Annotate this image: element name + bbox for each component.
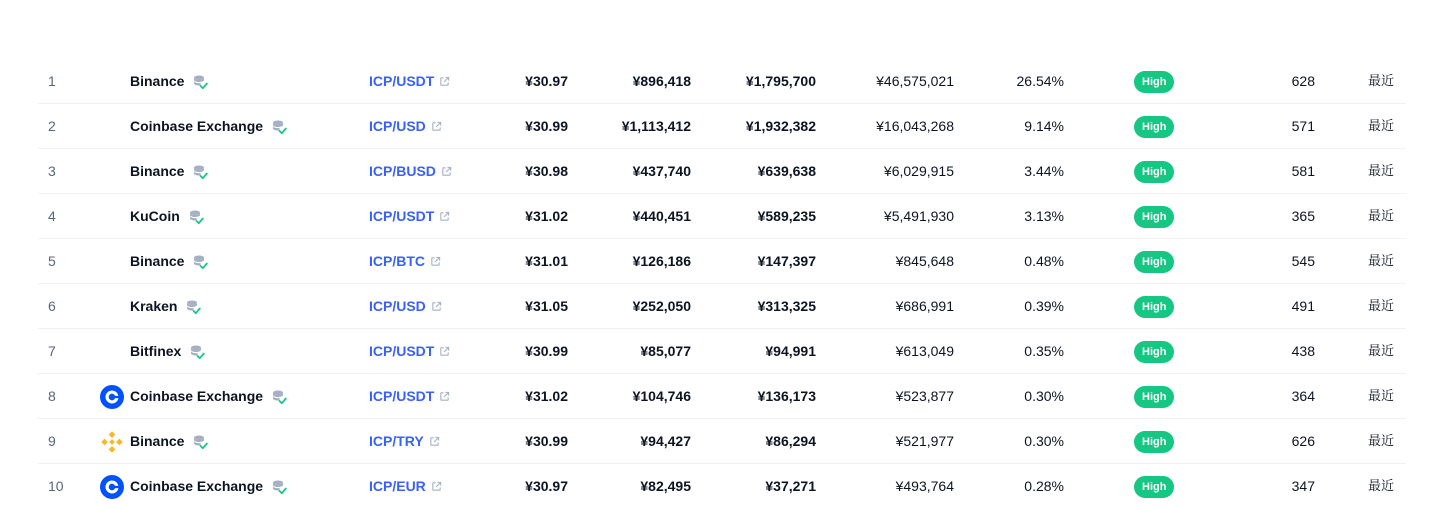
depth-minus-cell: ¥1,795,700 xyxy=(745,73,816,89)
depth-minus-cell: ¥37,271 xyxy=(765,478,816,494)
verified-database-icon xyxy=(271,479,287,495)
volume-cell: ¥845,648 xyxy=(895,253,954,269)
volume-cell: ¥16,043,268 xyxy=(876,118,954,134)
confidence-cell xyxy=(1134,329,1174,374)
pair-label[interactable]: ICP/USD xyxy=(369,118,426,134)
updated-cell: 最近 xyxy=(1368,254,1395,269)
verified-database-icon xyxy=(271,389,287,405)
volume-percent-cell: 0.35% xyxy=(1024,343,1064,359)
confidence-badge[interactable]: High xyxy=(1134,476,1174,498)
confidence-cell xyxy=(1134,149,1174,194)
updated-cell: 最近 xyxy=(1368,74,1395,89)
pair-label[interactable]: ICP/USDT xyxy=(369,208,435,224)
exchange-name[interactable]: Coinbase Exchange xyxy=(130,118,264,134)
verified-database-icon xyxy=(188,209,204,225)
depth-minus-cell: ¥86,294 xyxy=(765,433,816,449)
confidence-badge[interactable]: High xyxy=(1134,161,1174,183)
pair-link[interactable] xyxy=(369,239,441,284)
price-cell: ¥31.01 xyxy=(525,253,568,269)
confidence-badge[interactable]: High xyxy=(1134,116,1174,138)
exchange-name-cell[interactable] xyxy=(130,149,208,194)
pair-link[interactable] xyxy=(369,194,450,239)
rank-cell: 6 xyxy=(48,298,56,314)
pair-link[interactable] xyxy=(369,329,450,374)
depth-plus-cell: ¥126,186 xyxy=(632,253,691,269)
rank-cell: 9 xyxy=(48,433,56,449)
table-row[interactable] xyxy=(38,374,1406,419)
exchange-logo-cell xyxy=(100,239,124,284)
pair-link[interactable] xyxy=(369,284,442,329)
confidence-cell xyxy=(1134,284,1174,329)
pair-link[interactable] xyxy=(369,149,452,194)
volume-cell: ¥521,977 xyxy=(895,433,954,449)
updated-cell: 最近 xyxy=(1368,164,1395,179)
price-cell: ¥31.02 xyxy=(525,388,568,404)
confidence-badge[interactable]: High xyxy=(1134,206,1174,228)
exchange-logo-cell xyxy=(100,464,124,509)
confidence-badge[interactable]: High xyxy=(1134,296,1174,318)
coinbase-logo-icon xyxy=(100,475,124,499)
external-link-icon[interactable] xyxy=(431,121,442,132)
table-row[interactable] xyxy=(38,464,1406,509)
depth-plus-cell: ¥82,495 xyxy=(640,478,691,494)
verified-database-icon xyxy=(189,344,205,360)
depth-plus-cell: ¥1,113,412 xyxy=(621,118,691,134)
price-cell: ¥30.98 xyxy=(525,163,568,179)
rank-cell: 5 xyxy=(48,253,56,269)
table-row[interactable] xyxy=(38,149,1406,194)
liquidity-score-cell: 347 xyxy=(1291,478,1315,494)
confidence-badge[interactable]: High xyxy=(1134,341,1174,363)
liquidity-score-cell: 365 xyxy=(1291,208,1315,224)
exchange-logo-cell xyxy=(100,149,124,194)
liquidity-score-cell: 581 xyxy=(1291,163,1315,179)
pair-label[interactable]: ICP/USDT xyxy=(369,343,435,359)
rank-cell: 3 xyxy=(48,163,56,179)
confidence-badge[interactable]: High xyxy=(1134,251,1174,273)
price-cell: ¥31.02 xyxy=(525,208,568,224)
exchange-name[interactable]: Bitfinex xyxy=(130,343,182,359)
volume-percent-cell: 3.13% xyxy=(1024,208,1064,224)
depth-plus-cell: ¥437,740 xyxy=(632,163,691,179)
liquidity-score-cell: 438 xyxy=(1291,343,1315,359)
exchange-name[interactable]: Binance xyxy=(130,433,185,449)
exchange-name[interactable]: Coinbase Exchange xyxy=(130,478,264,494)
depth-plus-cell: ¥896,418 xyxy=(632,73,691,89)
depth-plus-cell: ¥440,451 xyxy=(632,208,691,224)
binance-logo-icon xyxy=(100,430,124,454)
updated-cell: 最近 xyxy=(1368,434,1395,449)
updated-cell: 最近 xyxy=(1368,119,1395,134)
exchange-logo-cell xyxy=(100,374,124,419)
verified-database-icon xyxy=(192,434,208,450)
volume-percent-cell: 0.39% xyxy=(1024,298,1064,314)
external-link-icon[interactable] xyxy=(439,346,450,357)
volume-percent-cell: 0.28% xyxy=(1024,478,1064,494)
updated-cell: 最近 xyxy=(1368,389,1395,404)
exchange-name-cell[interactable] xyxy=(130,104,287,149)
confidence-cell xyxy=(1134,464,1174,509)
external-link-icon[interactable] xyxy=(439,391,450,402)
volume-cell: ¥686,991 xyxy=(895,298,954,314)
pair-label[interactable]: ICP/BUSD xyxy=(369,163,436,179)
volume-percent-cell: 0.48% xyxy=(1024,253,1064,269)
price-cell: ¥30.99 xyxy=(525,118,568,134)
exchange-logo-cell xyxy=(100,194,124,239)
volume-percent-cell: 0.30% xyxy=(1024,433,1064,449)
verified-database-icon xyxy=(185,299,201,315)
liquidity-score-cell: 364 xyxy=(1291,388,1315,404)
confidence-badge[interactable]: High xyxy=(1134,431,1174,453)
exchange-logo-cell xyxy=(100,329,124,374)
liquidity-score-cell: 571 xyxy=(1291,118,1315,134)
rank-cell: 2 xyxy=(48,118,56,134)
exchange-name[interactable]: Binance xyxy=(130,253,185,269)
exchange-name-cell[interactable] xyxy=(130,284,201,329)
price-cell: ¥30.97 xyxy=(525,73,568,89)
table-row[interactable] xyxy=(38,419,1406,464)
exchange-name[interactable]: Kraken xyxy=(130,298,178,314)
confidence-cell xyxy=(1134,104,1174,149)
updated-cell: 最近 xyxy=(1368,344,1395,359)
volume-percent-cell: 0.30% xyxy=(1024,388,1064,404)
exchange-logo-cell xyxy=(100,59,124,104)
pair-link[interactable] xyxy=(369,419,440,464)
table-row[interactable] xyxy=(38,104,1406,149)
rank-cell: 10 xyxy=(48,478,64,494)
volume-cell: ¥613,049 xyxy=(895,343,954,359)
volume-cell: ¥46,575,021 xyxy=(876,73,954,89)
price-cell: ¥31.05 xyxy=(525,298,568,314)
exchange-name-cell[interactable] xyxy=(130,194,204,239)
depth-minus-cell: ¥313,325 xyxy=(757,298,816,314)
volume-percent-cell: 3.44% xyxy=(1024,163,1064,179)
confidence-badge[interactable]: High xyxy=(1134,386,1174,408)
exchange-name[interactable]: Binance xyxy=(130,73,185,89)
confidence-cell xyxy=(1134,239,1174,284)
external-link-icon[interactable] xyxy=(430,256,441,267)
markets-table xyxy=(38,59,1406,509)
depth-minus-cell: ¥147,397 xyxy=(757,253,816,269)
pair-link[interactable] xyxy=(369,59,450,104)
depth-plus-cell: ¥104,746 xyxy=(632,388,691,404)
confidence-cell xyxy=(1134,59,1174,104)
volume-percent-cell: 9.14% xyxy=(1024,118,1064,134)
verified-database-icon xyxy=(192,74,208,90)
depth-minus-cell: ¥1,932,382 xyxy=(745,118,816,134)
exchange-name[interactable]: Coinbase Exchange xyxy=(130,388,264,404)
depth-minus-cell: ¥94,991 xyxy=(765,343,816,359)
price-cell: ¥30.99 xyxy=(525,433,568,449)
volume-cell: ¥493,764 xyxy=(895,478,954,494)
exchange-name-cell[interactable] xyxy=(130,59,208,104)
rank-cell: 1 xyxy=(48,73,56,89)
table-row[interactable] xyxy=(38,329,1406,374)
pair-link[interactable] xyxy=(369,104,442,149)
confidence-cell xyxy=(1134,194,1174,239)
pair-label[interactable]: ICP/BTC xyxy=(369,253,425,269)
external-link-icon[interactable] xyxy=(429,436,440,447)
pair-label[interactable]: ICP/USDT xyxy=(369,388,435,404)
exchange-logo-cell xyxy=(100,284,124,329)
pair-label[interactable]: ICP/USDT xyxy=(369,73,435,89)
table-row[interactable] xyxy=(38,194,1406,239)
exchange-name[interactable]: KuCoin xyxy=(130,208,180,224)
exchange-name-cell[interactable] xyxy=(130,239,208,284)
depth-plus-cell: ¥85,077 xyxy=(640,343,691,359)
depth-plus-cell: ¥94,427 xyxy=(640,433,691,449)
confidence-cell xyxy=(1134,419,1174,464)
external-link-icon[interactable] xyxy=(439,76,450,87)
verified-database-icon xyxy=(192,164,208,180)
external-link-icon[interactable] xyxy=(441,166,452,177)
table-row[interactable] xyxy=(38,239,1406,284)
coinbase-logo-icon xyxy=(100,385,124,409)
liquidity-score-cell: 491 xyxy=(1291,298,1315,314)
pair-label[interactable]: ICP/EUR xyxy=(369,478,426,494)
external-link-icon[interactable] xyxy=(439,211,450,222)
exchange-name-cell[interactable] xyxy=(130,329,205,374)
price-cell: ¥30.97 xyxy=(525,478,568,494)
exchange-name-cell[interactable] xyxy=(130,419,208,464)
confidence-cell xyxy=(1134,374,1174,419)
table-row[interactable] xyxy=(38,59,1406,104)
exchange-name-cell[interactable] xyxy=(130,374,287,419)
external-link-icon[interactable] xyxy=(431,301,442,312)
verified-database-icon xyxy=(192,254,208,270)
confidence-badge[interactable]: High xyxy=(1134,71,1174,93)
liquidity-score-cell: 545 xyxy=(1291,253,1315,269)
volume-percent-cell: 26.54% xyxy=(1016,73,1064,89)
price-cell: ¥30.99 xyxy=(525,343,568,359)
verified-database-icon xyxy=(271,119,287,135)
rank-cell: 8 xyxy=(48,388,56,404)
volume-cell: ¥5,491,930 xyxy=(883,208,954,224)
exchange-name-cell[interactable] xyxy=(130,464,287,509)
pair-label[interactable]: ICP/TRY xyxy=(369,433,424,449)
depth-minus-cell: ¥589,235 xyxy=(757,208,816,224)
depth-plus-cell: ¥252,050 xyxy=(632,298,691,314)
depth-minus-cell: ¥136,173 xyxy=(757,388,816,404)
table-row[interactable] xyxy=(38,284,1406,329)
pair-label[interactable]: ICP/USD xyxy=(369,298,426,314)
pair-link[interactable] xyxy=(369,374,450,419)
liquidity-score-cell: 626 xyxy=(1291,433,1315,449)
rank-cell: 7 xyxy=(48,343,56,359)
volume-cell: ¥523,877 xyxy=(895,388,954,404)
volume-cell: ¥6,029,915 xyxy=(883,163,954,179)
pair-link[interactable] xyxy=(369,464,442,509)
updated-cell: 最近 xyxy=(1368,479,1395,494)
liquidity-score-cell: 628 xyxy=(1291,73,1315,89)
updated-cell: 最近 xyxy=(1368,209,1395,224)
exchange-logo-cell xyxy=(100,104,124,149)
updated-cell: 最近 xyxy=(1368,299,1395,314)
depth-minus-cell: ¥639,638 xyxy=(757,163,816,179)
rank-cell: 4 xyxy=(48,208,56,224)
external-link-icon[interactable] xyxy=(431,481,442,492)
exchange-logo-cell xyxy=(100,419,124,464)
exchange-name[interactable]: Binance xyxy=(130,163,185,179)
